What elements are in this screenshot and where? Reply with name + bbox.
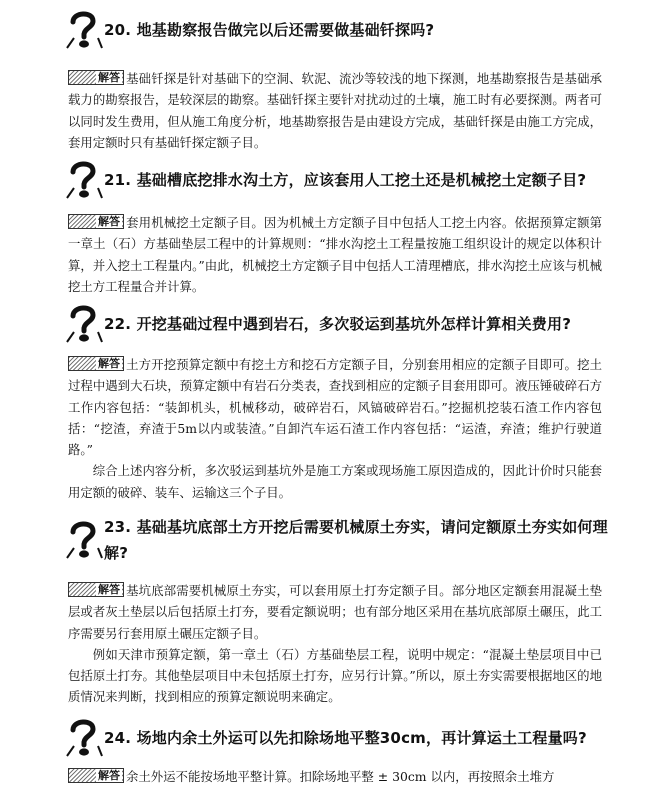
qa-block-20 bbox=[0, 4, 648, 153]
question-heading bbox=[0, 154, 648, 200]
question-heading bbox=[0, 712, 648, 758]
question-title: 20. 地基勘察报告做完以后还需要做基础钎探吗? bbox=[104, 21, 435, 39]
qa-block-22 bbox=[0, 298, 648, 503]
question-title: 24. 场地内余土外运可以先扣除场地平整30cm，再计算运土工程量吗? bbox=[104, 729, 587, 747]
answer-paragraph: 土方开挖预算定额中有挖土方和挖石方定额子目，分别套用相应的定额子目即可。挖土过程中遇到大石块，预算定额中有岩石分类表，查找到相应的定额子目套用即可。液压锤破碎石方工作内容包括：“装卸机头，机械移动，破碎岩石，风镐破碎岩石。”挖掘机挖装石渣工作内容包括：“挖渣，弃渣于5m以内或装渣。”自卸汽车运石渣工作内容包括：“运渣，弃渣；维护行驶道路。” bbox=[68, 357, 602, 458]
answer-tag: 解答 bbox=[68, 768, 124, 783]
question-mark-icon bbox=[64, 8, 104, 50]
answer-body bbox=[68, 766, 602, 787]
question-title: 23. 基础基坑底部土方开挖后需要机械原土夯实，请问定额原土夯实如何理解? bbox=[104, 518, 608, 562]
question-heading bbox=[0, 298, 648, 344]
answer-tag: 解答 bbox=[68, 356, 124, 371]
question-mark-icon bbox=[64, 716, 104, 758]
question-mark-icon bbox=[64, 518, 104, 560]
answer-body bbox=[68, 580, 602, 708]
question-mark-icon bbox=[64, 302, 104, 344]
answer-paragraph: 余土外运不能按场地平整计算。扣除场地平整 ± 30cm 以内，再按照余土堆方 bbox=[126, 769, 555, 784]
question-mark-icon bbox=[64, 158, 104, 200]
answer-paragraph: 综合上述内容分析，多次驳运到基坑外是施工方案或现场施工原因造成的，因此计价时只能套用定额的破碎、装车、运输这三个子目。 bbox=[68, 463, 602, 500]
answer-body bbox=[68, 68, 602, 153]
question-heading bbox=[0, 514, 648, 570]
qa-block-23 bbox=[0, 514, 648, 708]
question-title: 21. 基础槽底挖排水沟土方，应该套用人工挖土还是机械挖土定额子目? bbox=[104, 171, 587, 189]
answer-paragraph: 套用机械挖土定额子目。因为机械土方定额子目中包括人工挖土内容。依据预算定额第一章土（石）方基础垫层工程中的计算规则：“排水沟挖土工程量按施工组织设计的规定以体积计算，并入挖土工程量内。”由此，机械挖土方定额子目中包括人工清理槽底，排水沟挖土应该与机械挖土方工程量合并计算。 bbox=[68, 215, 602, 294]
answer-tag: 解答 bbox=[68, 70, 124, 85]
answer-paragraph: 例如天津市预算定额，第一章土（石）方基础垫层工程，说明中规定：“混凝土垫层项目中已包括原土打夯。其他垫层项目中未包括原土打夯，应另行计算。”所以，原土夯实需要根据地区的地质情况来判断，找到相应的预算定额说明来确定。 bbox=[68, 646, 602, 705]
answer-body bbox=[68, 212, 602, 297]
answer-paragraph: 基坑底部需要机械原土夯实，可以套用原土打夯定额子目。部分地区定额套用混凝土垫层或者灰土垫层以后包括原土打夯，要看定额说明；也有部分地区采用在基坑底部原土碾压，此工序需要另行套用原土碾压定额子目。 bbox=[68, 583, 602, 641]
answer-paragraph: 基础钎探是针对基础下的空洞、软泥、流沙等较浅的地下探测，地基勘察报告是基础承载力的勘察报告，是较深层的勘察。基础钎探主要针对扰动过的土壤，施工时有必要探测。两者可以同时发生费用，但从施工角度分析，地基勘察报告是由建设方完成，基础钎探是由施工方完成，套用定额时只有基础钎探定额子目。 bbox=[68, 71, 602, 150]
question-title: 22. 开挖基础过程中遇到岩石，多次驳运到基坑外怎样计算相关费用? bbox=[104, 315, 572, 333]
qa-block-21 bbox=[0, 154, 648, 297]
answer-tag: 解答 bbox=[68, 582, 124, 597]
answer-tag: 解答 bbox=[68, 214, 124, 229]
qa-block-24 bbox=[0, 712, 648, 787]
question-heading bbox=[0, 4, 648, 50]
answer-body bbox=[68, 354, 602, 503]
